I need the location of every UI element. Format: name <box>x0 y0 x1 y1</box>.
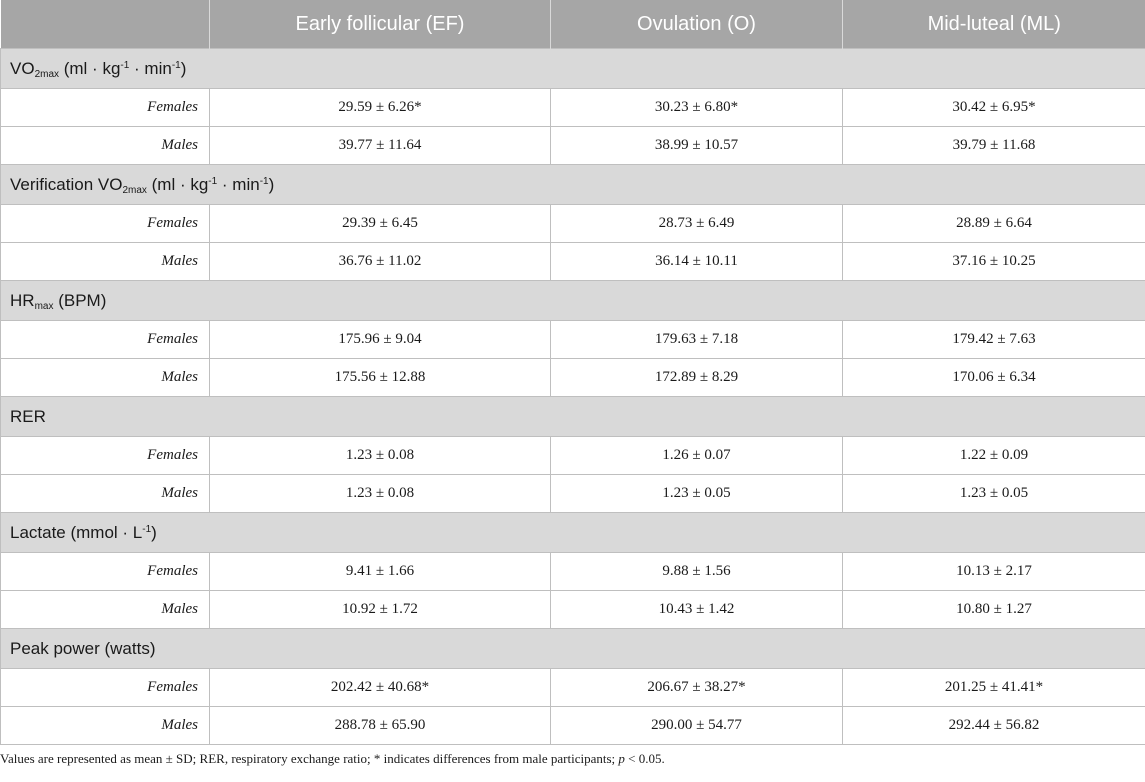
title-part: Lactate (mmol · L <box>10 522 143 542</box>
title-part: Verification VO <box>10 174 123 194</box>
footnote-p-symbol: p <box>618 751 625 766</box>
cell-ef: 29.59 ± 6.26* <box>210 89 551 127</box>
title-subscript: 2max <box>122 184 147 196</box>
cell-o: 172.89 ± 8.29 <box>551 359 843 397</box>
cell-ef: 175.96 ± 9.04 <box>210 321 551 359</box>
cell-ml: 1.22 ± 0.09 <box>843 437 1145 475</box>
table-row <box>1 321 1145 359</box>
section-title-hrmax <box>1 281 1145 321</box>
cell-o: 10.43 ± 1.42 <box>551 591 843 629</box>
section-row-rer <box>1 397 1145 437</box>
row-label: Males <box>1 243 210 281</box>
title-part: VO <box>10 58 35 78</box>
cell-ef: 288.78 ± 65.90 <box>210 707 551 745</box>
cell-ef: 39.77 ± 11.64 <box>210 127 551 165</box>
header-row <box>1 0 1145 49</box>
cell-o: 38.99 ± 10.57 <box>551 127 843 165</box>
cell-o: 1.23 ± 0.05 <box>551 475 843 513</box>
title-part: HR <box>10 290 35 310</box>
section-title-peak-power <box>1 629 1145 669</box>
title-part: ) <box>268 174 275 194</box>
row-label: Females <box>1 205 210 243</box>
section-row-lactate <box>1 513 1145 553</box>
table-row <box>1 127 1145 165</box>
cell-ml: 39.79 ± 11.68 <box>843 127 1145 165</box>
title-part: (BPM) <box>53 290 107 310</box>
cell-ml: 292.44 ± 56.82 <box>843 707 1145 745</box>
row-label: Females <box>1 669 210 707</box>
cell-o: 9.88 ± 1.56 <box>551 553 843 591</box>
section-row-hrmax <box>1 281 1145 321</box>
section-row-vo2max <box>1 49 1145 89</box>
section-title-vo2max <box>1 49 1145 89</box>
cell-ef: 36.76 ± 11.02 <box>210 243 551 281</box>
table-row <box>1 669 1145 707</box>
table-row <box>1 437 1145 475</box>
section-title-lactate <box>1 513 1145 553</box>
table-row <box>1 89 1145 127</box>
cell-o: 290.00 ± 54.77 <box>551 707 843 745</box>
title-superscript: -1 <box>259 175 269 187</box>
title-superscript: -1 <box>142 523 152 535</box>
cell-ml: 30.42 ± 6.95* <box>843 89 1145 127</box>
cell-ef: 202.42 ± 40.68* <box>210 669 551 707</box>
row-label: Females <box>1 437 210 475</box>
column-header-early-follicular: Early follicular (EF) <box>210 0 551 49</box>
cell-ef: 1.23 ± 0.08 <box>210 475 551 513</box>
cell-o: 36.14 ± 10.11 <box>551 243 843 281</box>
section-title-verification-vo2max <box>1 165 1145 205</box>
cell-o: 28.73 ± 6.49 <box>551 205 843 243</box>
cell-ml: 37.16 ± 10.25 <box>843 243 1145 281</box>
cell-ef: 9.41 ± 1.66 <box>210 553 551 591</box>
row-label: Females <box>1 321 210 359</box>
title-part: (ml · kg <box>59 58 121 78</box>
cell-ef: 1.23 ± 0.08 <box>210 437 551 475</box>
cell-ml: 179.42 ± 7.63 <box>843 321 1145 359</box>
title-part: ) <box>180 58 187 78</box>
cell-o: 206.67 ± 38.27* <box>551 669 843 707</box>
cell-ml: 201.25 ± 41.41* <box>843 669 1145 707</box>
cell-ml: 28.89 ± 6.64 <box>843 205 1145 243</box>
title-part: Peak power (watts) <box>10 638 156 658</box>
footnote-text: < 0.05. <box>624 751 665 766</box>
table-row <box>1 205 1145 243</box>
table-row <box>1 591 1145 629</box>
cell-ml: 10.13 ± 2.17 <box>843 553 1145 591</box>
title-part: ) <box>151 522 157 542</box>
column-header-mid-luteal: Mid-luteal (ML) <box>843 0 1145 49</box>
title-superscript: -1 <box>120 59 130 71</box>
column-header-blank <box>1 0 210 49</box>
section-title-rer <box>1 397 1145 437</box>
table-row <box>1 475 1145 513</box>
table-row <box>1 359 1145 397</box>
title-subscript: max <box>34 300 54 312</box>
title-superscript: -1 <box>208 175 218 187</box>
cell-o: 179.63 ± 7.18 <box>551 321 843 359</box>
section-row-peak-power <box>1 629 1145 669</box>
table-footnote <box>0 745 1145 767</box>
title-subscript: 2max <box>34 68 60 80</box>
cell-ml: 10.80 ± 1.27 <box>843 591 1145 629</box>
cell-o: 1.26 ± 0.07 <box>551 437 843 475</box>
row-label: Males <box>1 591 210 629</box>
title-part: (ml · kg <box>146 174 209 194</box>
cell-ef: 29.39 ± 6.45 <box>210 205 551 243</box>
row-label: Males <box>1 707 210 745</box>
cell-o: 30.23 ± 6.80* <box>551 89 843 127</box>
title-superscript: -1 <box>171 59 181 71</box>
table-row <box>1 243 1145 281</box>
title-part: · min <box>129 58 172 78</box>
row-label: Males <box>1 127 210 165</box>
section-row-verification-vo2max <box>1 165 1145 205</box>
table-row <box>1 707 1145 745</box>
row-label: Females <box>1 553 210 591</box>
cell-ml: 1.23 ± 0.05 <box>843 475 1145 513</box>
cell-ml: 170.06 ± 6.34 <box>843 359 1145 397</box>
cell-ef: 10.92 ± 1.72 <box>210 591 551 629</box>
cell-ef: 175.56 ± 12.88 <box>210 359 551 397</box>
title-part: · min <box>217 174 260 194</box>
footnote-text: Values are represented as mean ± SD; RER, respiratory exchange ratio; * indicates differences from male participants; <box>0 751 619 766</box>
row-label: Females <box>1 89 210 127</box>
column-header-ovulation: Ovulation (O) <box>551 0 843 49</box>
table-row <box>1 553 1145 591</box>
row-label: Males <box>1 359 210 397</box>
title-part: RER <box>10 406 46 426</box>
row-label: Males <box>1 475 210 513</box>
